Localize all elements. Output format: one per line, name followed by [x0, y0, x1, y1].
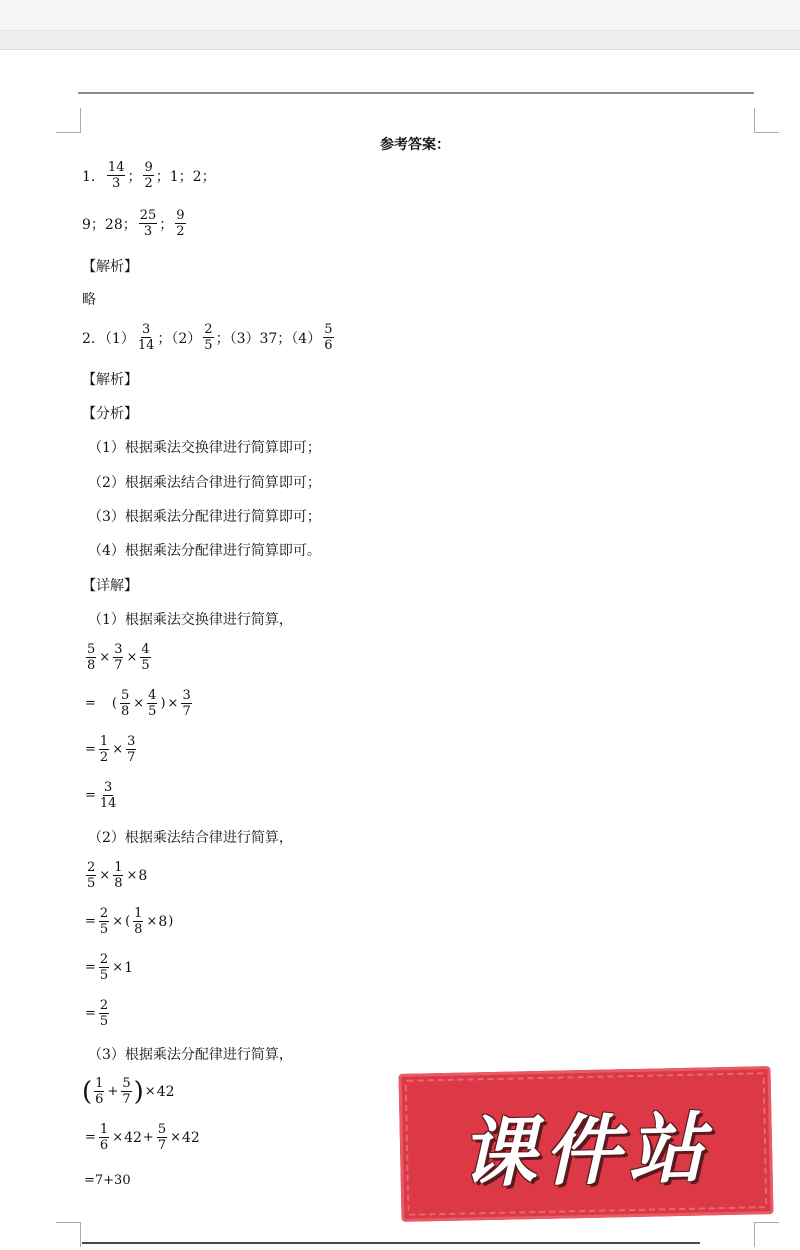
fraction: $\frac{5}{8}$	[87, 642, 96, 673]
step-intro: （3）根据乘法分配律进行简算，	[88, 1047, 293, 1063]
fraction: $\frac{4}{5}$	[141, 642, 150, 673]
fraction: $\frac{2}{5}$	[99, 952, 109, 983]
equation-line	[82, 1076, 175, 1107]
fraction: $\frac{1}{8}$	[134, 906, 143, 937]
equation-line: =7+30	[84, 1173, 131, 1188]
fenxi-item: （4）根据乘法分配律进行简算即可。	[88, 543, 321, 559]
step-intro: （1）根据乘法交换律进行简算，	[88, 612, 293, 628]
paren: (	[82, 1076, 93, 1107]
header-rule	[78, 92, 754, 94]
equation-line	[84, 688, 194, 719]
fraction: $\frac{3}{7}$	[127, 734, 136, 765]
times-sign: ×	[99, 650, 111, 665]
fraction: $\frac{3}{14}$	[99, 780, 117, 811]
toolbar-strip	[0, 0, 800, 31]
equals-sign: =	[85, 788, 96, 803]
fraction: $\frac{5}{7}$	[157, 1122, 167, 1153]
fraction: $\frac{5}{6}$	[324, 322, 333, 353]
separator: ；	[159, 216, 174, 233]
paren: )	[168, 914, 174, 929]
section-label-xiangjie: 【详解】	[82, 578, 138, 594]
answer-text: 9；28；	[82, 216, 137, 233]
fraction: $\frac{2}{5}$	[87, 860, 96, 891]
fraction: $\frac{9}{2}$	[144, 160, 153, 191]
times-sign: ×	[170, 1130, 182, 1145]
fraction: $\frac{1}{2}$	[99, 734, 109, 765]
fraction: $\frac{3}{7}$	[114, 642, 123, 673]
times-sign: ×	[112, 960, 124, 975]
fraction: $\frac{1}{8}$	[114, 860, 123, 891]
times-sign: ×	[112, 914, 124, 929]
fraction: $\frac{25}{3}$	[139, 208, 157, 239]
fraction: $\frac{2}{5}$	[204, 322, 213, 353]
fraction: $\frac{2}{5}$	[99, 906, 109, 937]
fraction: $\frac{3}{14}$	[137, 322, 155, 353]
fraction: $\frac{3}{7}$	[182, 688, 191, 719]
answer-text: ；1；2；	[155, 168, 216, 185]
times-sign: ×	[99, 868, 111, 883]
equation-line	[84, 642, 153, 673]
equals-sign: =	[85, 1130, 96, 1145]
crop-mark-top-left	[56, 108, 81, 133]
fraction: $\frac{2}{5}$	[99, 998, 109, 1029]
number: 1	[124, 959, 134, 976]
fraction: $\frac{5}{8}$	[120, 688, 130, 719]
watermark-text: 课件站	[459, 1102, 714, 1198]
fenxi-item: （2）根据乘法结合律进行简算即可；	[88, 475, 321, 491]
times-sign: ×	[126, 650, 138, 665]
plus-sign: +	[142, 1130, 154, 1145]
plus-sign: +	[107, 1084, 119, 1099]
fraction: $\frac{5}{7}$	[122, 1076, 131, 1107]
times-sign: ×	[146, 914, 158, 929]
equation-line	[84, 952, 133, 983]
crop-mark-bottom-left	[56, 1222, 81, 1247]
equation-line	[84, 1122, 200, 1153]
fenxi-item: （1）根据乘法交换律进行简算即可；	[88, 440, 321, 456]
equation-line	[84, 998, 111, 1029]
watermark-logo	[398, 1066, 773, 1222]
times-sign: ×	[144, 1084, 156, 1099]
fenxi-item: （3）根据乘法分配律进行简算即可；	[88, 509, 321, 525]
paren: )	[160, 696, 166, 711]
section-label-analysis: 【解析】	[82, 372, 138, 388]
fraction: $\frac{4}{5}$	[148, 688, 157, 719]
paren: (	[111, 696, 117, 711]
crop-mark-bottom-right	[754, 1222, 779, 1247]
number: 42	[156, 1083, 175, 1100]
equation-line	[84, 860, 147, 891]
equation-line	[84, 734, 138, 765]
step-intro: （2）根据乘法结合律进行简算，	[88, 830, 293, 846]
analysis-text: 略	[82, 292, 96, 308]
times-sign: ×	[112, 1130, 124, 1145]
times-sign: ×	[133, 696, 145, 711]
q1-answer-line1	[82, 160, 216, 191]
separator: ；	[127, 168, 142, 185]
section-label-analysis: 【解析】	[82, 259, 138, 275]
equals-sign: =	[85, 914, 96, 929]
equation-line	[84, 780, 119, 811]
fraction: $\frac{1}{6}$	[95, 1076, 104, 1107]
equals-sign: =	[85, 960, 96, 975]
number: 8	[158, 913, 168, 930]
footer-rule	[82, 1242, 700, 1244]
times-sign: ×	[112, 742, 124, 757]
paren: (	[125, 914, 131, 929]
fraction: $\frac{1}{6}$	[99, 1122, 109, 1153]
fraction: $\frac{14}{3}$	[107, 160, 125, 191]
equals-sign: =	[85, 696, 96, 711]
number: 42	[124, 1129, 142, 1146]
fraction: $\frac{9}{2}$	[176, 208, 185, 239]
separator: ；（2）	[157, 330, 202, 347]
ruler-strip	[0, 31, 800, 50]
equals-sign: =	[85, 742, 96, 757]
times-sign: ×	[167, 696, 179, 711]
equals-sign: =	[85, 1006, 96, 1021]
q1-answer-line2	[82, 208, 188, 239]
equation-line	[84, 906, 174, 937]
q2-answer-line	[82, 322, 336, 353]
q1-number: 1．	[82, 168, 105, 185]
number: 8	[138, 867, 148, 884]
page-title: 参考答案：	[380, 137, 450, 153]
number: 42	[182, 1129, 200, 1146]
paren: )	[133, 1076, 144, 1107]
answer-text: ；（3）37；（4）	[215, 330, 322, 347]
times-sign: ×	[126, 868, 138, 883]
crop-mark-top-right	[754, 108, 779, 133]
q2-number: 2．（1）	[82, 330, 135, 347]
section-label-fenxi: 【分析】	[82, 406, 138, 422]
